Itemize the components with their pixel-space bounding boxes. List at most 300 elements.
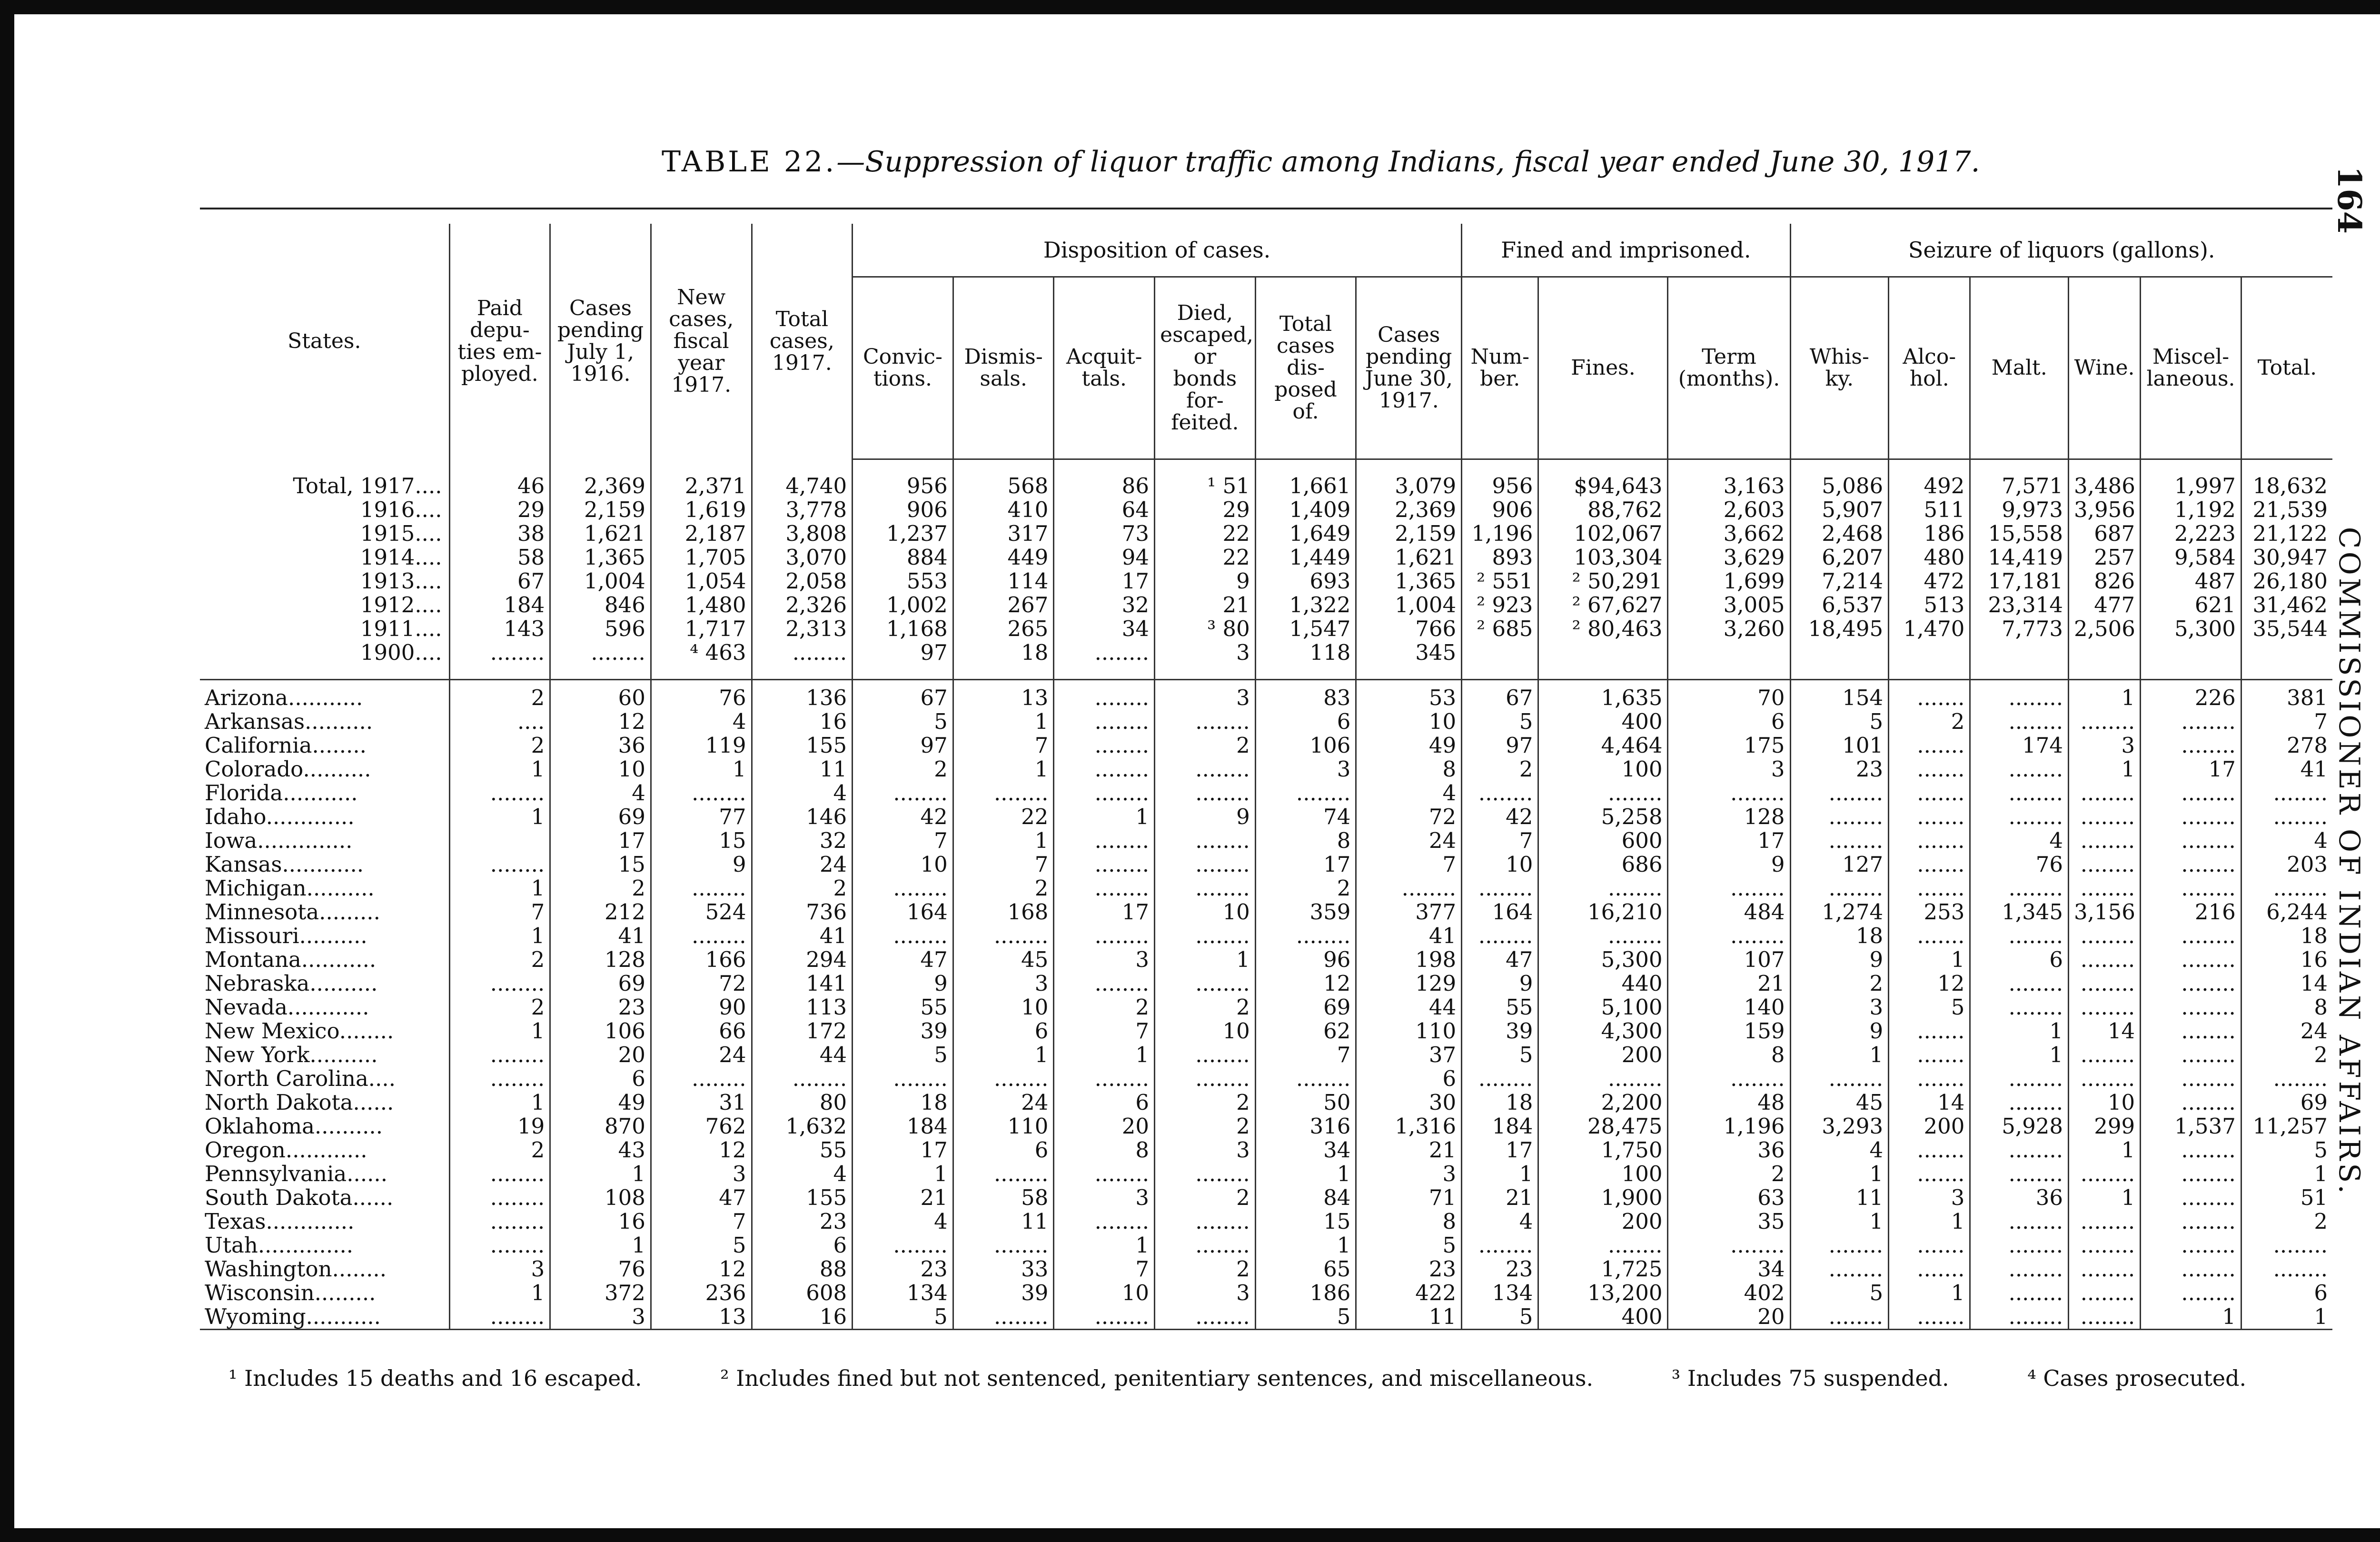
table-cell: ........: [853, 781, 953, 805]
table-cell: ........: [2069, 1305, 2141, 1330]
table-cell: 49: [1356, 734, 1462, 757]
table-cell: 3,486: [2069, 474, 2141, 498]
table-cell: 216: [2141, 900, 2241, 924]
table-cell: 34: [1668, 1257, 1790, 1281]
state-row: [200, 757, 2332, 781]
table-cell: 1,237: [853, 522, 953, 546]
table-cell: ........: [1356, 876, 1462, 900]
table-cell: 16: [752, 1305, 853, 1330]
table-cell: ........: [1462, 924, 1538, 948]
table-cell: 1,449: [1255, 546, 1356, 569]
table-cell: 449: [953, 546, 1054, 569]
table-cell: 29: [1155, 498, 1256, 522]
table-cell: 2,159: [550, 498, 651, 522]
table-cell: 1,196: [1462, 522, 1538, 546]
table-cell: 11: [953, 1210, 1054, 1234]
table-cell: 1,621: [550, 522, 651, 546]
table-cell: 22: [953, 805, 1054, 829]
header-malt: Malt.: [1970, 277, 2069, 459]
table-cell: 1: [449, 876, 550, 900]
table-cell: 8: [1356, 757, 1462, 781]
state-row: [200, 924, 2332, 948]
table-cell: ........: [2069, 1281, 2141, 1305]
table-cell: 24: [2241, 1019, 2332, 1043]
table-cell: ........: [2141, 805, 2241, 829]
table-cell: 33: [953, 1257, 1054, 1281]
state-name: Utah..............: [205, 1233, 354, 1258]
header-alcohol: Alco-hol.: [1889, 277, 1970, 459]
table-cell: 2: [2241, 1210, 2332, 1234]
table-cell: 7: [1356, 853, 1462, 876]
table-cell: 1: [953, 829, 1054, 853]
table-cell: 110: [953, 1114, 1054, 1138]
table-cell: 14: [1889, 1091, 1970, 1114]
header-wine: Wine.: [2069, 277, 2141, 459]
table-cell: ........: [2241, 1234, 2332, 1257]
table-cell: 34: [1054, 617, 1155, 641]
table-cell: 1: [2069, 757, 2141, 781]
table-cell: 44: [752, 1043, 853, 1067]
table-cell: 6: [1255, 710, 1356, 734]
table-cell: .......: [1889, 924, 1970, 948]
table-cell: 1,649: [1255, 522, 1356, 546]
table-cell: 9: [1668, 853, 1790, 876]
table-cell: 687: [2069, 522, 2141, 546]
table-cell: 3,808: [752, 522, 853, 546]
table-cell: 5: [651, 1234, 752, 1257]
table-cell: 3,293: [1790, 1114, 1889, 1138]
table-cell: 128: [550, 948, 651, 972]
table-cell: 1: [550, 1234, 651, 1257]
table-cell: 4: [752, 781, 853, 805]
table-cell: .......: [1889, 1138, 1970, 1162]
table-cell: ........: [1054, 1305, 1155, 1330]
table-cell: 21: [1155, 593, 1256, 617]
table-cell: .......: [1889, 1162, 1970, 1186]
table-cell: 2,223: [2141, 522, 2241, 546]
table-cell: 1,322: [1255, 593, 1356, 617]
table-cell: 608: [752, 1281, 853, 1305]
table-cell: ........: [1155, 1162, 1256, 1186]
header-whisky: Whis-ky.: [1790, 277, 1889, 459]
table-cell: 17: [2141, 757, 2241, 781]
table-cell: .......: [1889, 853, 1970, 876]
total-row: [200, 641, 2332, 665]
table-cell: [1538, 641, 1668, 665]
table-cell: ........: [1255, 781, 1356, 805]
table-cell: 77: [651, 805, 752, 829]
table-cell: 83: [1255, 686, 1356, 710]
table-cell: ........: [1462, 1067, 1538, 1091]
table-cell: 2: [449, 1138, 550, 1162]
table-cell: ........: [1970, 710, 2069, 734]
table-cell: 155: [752, 1186, 853, 1210]
table-cell: 198: [1356, 948, 1462, 972]
table-cell: 18: [953, 641, 1054, 665]
table-cell: 2,369: [1356, 498, 1462, 522]
table-cell: 128: [1668, 805, 1790, 829]
table-cell: 3: [953, 972, 1054, 995]
table-cell: 73: [1054, 522, 1155, 546]
state-row: [200, 781, 2332, 805]
table-cell: 172: [752, 1019, 853, 1043]
table-cell: 345: [1356, 641, 1462, 665]
table-cell: ........: [1970, 995, 2069, 1019]
total-row: [200, 593, 2332, 617]
table-cell: 23: [1462, 1257, 1538, 1281]
table-cell: 24: [752, 853, 853, 876]
table-cell: 4: [1356, 781, 1462, 805]
table-cell: ........: [1155, 829, 1256, 853]
table-cell: 316: [1255, 1114, 1356, 1138]
table-cell: 4: [752, 1162, 853, 1186]
table-cell: 2,369: [550, 474, 651, 498]
table-cell: 1: [1054, 1234, 1155, 1257]
table-cell: 1: [1054, 1043, 1155, 1067]
table-cell: 3,260: [1668, 617, 1790, 641]
table-cell: ........: [1255, 924, 1356, 948]
table-cell: 5: [1255, 1305, 1356, 1330]
table-cell: 3,629: [1668, 546, 1790, 569]
table-cell: 31: [651, 1091, 752, 1114]
table-cell: ........: [1790, 1305, 1889, 1330]
table-cell: 492: [1889, 474, 1970, 498]
table-cell: 16: [550, 1210, 651, 1234]
table-cell: ........: [2141, 972, 2241, 995]
scan-border-top: [0, 0, 2380, 14]
table-cell: 17: [1054, 569, 1155, 593]
table-cell: ........: [1462, 876, 1538, 900]
table-cell: ........: [1970, 757, 2069, 781]
table-cell: ² 923: [1462, 593, 1538, 617]
table-cell: 86: [1054, 474, 1155, 498]
table-cell: 110: [1356, 1019, 1462, 1043]
table-cell: 2,371: [651, 474, 752, 498]
table-cell: 1,705: [651, 546, 752, 569]
table-cell: 3: [1155, 1281, 1256, 1305]
table-cell: [1970, 641, 2069, 665]
table-cell: 686: [1538, 853, 1668, 876]
table-cell: ........: [1970, 972, 2069, 995]
table-cell: 12: [1889, 972, 1970, 995]
table-cell: 5: [1462, 1043, 1538, 1067]
group-seizure: Seizure of liquors (gallons).: [1790, 224, 2332, 277]
table-cell: 47: [853, 948, 953, 972]
table-cell: 484: [1668, 900, 1790, 924]
state-name: Wisconsin.........: [205, 1280, 376, 1305]
footnote-4: ⁴ Cases prosecuted.: [2027, 1365, 2247, 1391]
table-cell: ........: [853, 876, 953, 900]
table-cell: 1,192: [2141, 498, 2241, 522]
table-cell: 1,054: [651, 569, 752, 593]
table-cell: 1: [2069, 686, 2141, 710]
table-cell: .......: [1889, 1043, 1970, 1067]
table-cell: 4,300: [1538, 1019, 1668, 1043]
table-cell: 184: [449, 593, 550, 617]
table-cell: ........: [752, 1067, 853, 1091]
table-cell: 41: [752, 924, 853, 948]
table-cell: 1: [449, 1091, 550, 1114]
table-cell: 3: [1155, 641, 1256, 665]
table-cell: ........: [1668, 924, 1790, 948]
table-cell: 2: [1155, 1186, 1256, 1210]
table-cell: 477: [2069, 593, 2141, 617]
table-cell: 47: [1462, 948, 1538, 972]
table-cell: 5,907: [1790, 498, 1889, 522]
table-cell: 17,181: [1970, 569, 2069, 593]
table-cell: 846: [550, 593, 651, 617]
table-cell: 6,207: [1790, 546, 1889, 569]
table-cell: 136: [752, 686, 853, 710]
table-cell: ........: [1970, 1210, 2069, 1234]
table-cell: 257: [2069, 546, 2141, 569]
table-cell: 22: [1155, 546, 1256, 569]
page-number-text: 164: [2330, 166, 2368, 234]
table-cell: 8: [1255, 829, 1356, 853]
table-cell: 3,156: [2069, 900, 2141, 924]
table-cell: ........: [449, 1067, 550, 1091]
header-died-escaped: Died, escaped, or bonds for-feited.: [1155, 277, 1256, 459]
table-cell: 97: [853, 734, 953, 757]
table-cell: 146: [752, 805, 853, 829]
table-cell: 1,345: [1970, 900, 2069, 924]
table-cell: 10: [1054, 1281, 1155, 1305]
table-cell: 402: [1668, 1281, 1790, 1305]
footnote-1: ¹ Includes 15 deaths and 16 escaped.: [228, 1365, 642, 1391]
table-cell: 18: [2241, 924, 2332, 948]
table-cell: [449, 829, 550, 853]
table-body: [200, 459, 2332, 1330]
table-cell: 67: [449, 569, 550, 593]
table-cell: 1: [449, 805, 550, 829]
table-cell: 3: [1790, 995, 1889, 1019]
table-cell: ⁴ 463: [651, 641, 752, 665]
table-cell: 84: [1255, 1186, 1356, 1210]
table-cell: 7: [1255, 1043, 1356, 1067]
table-cell: ........: [953, 1067, 1054, 1091]
table-cell: 2: [1155, 995, 1256, 1019]
table-cell: ........: [651, 781, 752, 805]
table-cell: 3: [651, 1162, 752, 1186]
table-cell: 3: [1054, 1186, 1155, 1210]
table-cell: [1889, 641, 1970, 665]
table-cell: 3: [1054, 948, 1155, 972]
state-row: [200, 995, 2332, 1019]
table-cell: ........: [1970, 1257, 2069, 1281]
table-cell: 9: [651, 853, 752, 876]
table-cell: 1,470: [1889, 617, 1970, 641]
table-cell: 119: [651, 734, 752, 757]
table-cell: ........: [1790, 1067, 1889, 1091]
table-cell: 9: [1155, 569, 1256, 593]
table-cell: 16: [752, 710, 853, 734]
table-cell: ........: [1255, 1067, 1356, 1091]
table-cell: 38: [449, 522, 550, 546]
state-row: [200, 900, 2332, 924]
table-cell: ² 80,463: [1538, 617, 1668, 641]
table-cell: 568: [953, 474, 1054, 498]
table-cell: 5: [1462, 1305, 1538, 1330]
table-cell: 10: [1462, 853, 1538, 876]
table-cell: ........: [1054, 1210, 1155, 1234]
table-cell: 1,004: [1356, 593, 1462, 617]
table-cell: 41: [550, 924, 651, 948]
table-cell: 1,547: [1255, 617, 1356, 641]
table-cell: 736: [752, 900, 853, 924]
table-cell: 200: [1889, 1114, 1970, 1138]
table-cell: 63: [1668, 1186, 1790, 1210]
table-cell: 21: [1356, 1138, 1462, 1162]
table-cell: 15: [550, 853, 651, 876]
table-cell: ........: [2069, 710, 2141, 734]
table-cell: ........: [953, 1234, 1054, 1257]
table-cell: ........: [1462, 1234, 1538, 1257]
table-cell: .......: [1889, 1067, 1970, 1091]
table-cell: 2: [853, 757, 953, 781]
header-total-disposed: Total cases dis-posed of.: [1255, 277, 1356, 459]
table-cell: 6: [1356, 1067, 1462, 1091]
table-cell: 18: [1462, 1091, 1538, 1114]
state-row: [200, 1305, 2332, 1330]
table-cell: 372: [550, 1281, 651, 1305]
table-cell: ........: [1054, 1162, 1155, 1186]
table-cell: 88: [752, 1257, 853, 1281]
table-cell: 400: [1538, 1305, 1668, 1330]
table-cell: ........: [1155, 1067, 1256, 1091]
table-cell: 44: [1356, 995, 1462, 1019]
table-cell: ........: [1538, 1067, 1668, 1091]
table-cell: 472: [1889, 569, 1970, 593]
table-cell: ........: [1155, 710, 1256, 734]
state-row: [200, 1162, 2332, 1186]
table-cell: ........: [1790, 805, 1889, 829]
table-cell: 1,480: [651, 593, 752, 617]
table-cell: 621: [2141, 593, 2241, 617]
table-cell: 3,079: [1356, 474, 1462, 498]
table-cell: ........: [449, 1210, 550, 1234]
table-cell: 4: [2241, 829, 2332, 853]
table-cell: ........: [2141, 1186, 2241, 1210]
table-cell: ........: [449, 972, 550, 995]
table-cell: 893: [1462, 546, 1538, 569]
table-cell: 23: [1356, 1257, 1462, 1281]
table-cell: 15: [651, 829, 752, 853]
table-cell: 74: [1255, 805, 1356, 829]
table-cell: 299: [2069, 1114, 2141, 1138]
table-cell: 1: [651, 757, 752, 781]
table-cell: 553: [853, 569, 953, 593]
table-cell: ² 50,291: [1538, 569, 1668, 593]
table-cell: 3: [1668, 757, 1790, 781]
table-cell: 7: [953, 734, 1054, 757]
table-cell: 2: [1155, 734, 1256, 757]
table-cell: 1: [2069, 1138, 2141, 1162]
table-cell: 5: [2241, 1138, 2332, 1162]
table-cell: ........: [1970, 1305, 2069, 1330]
table-cell: 6,244: [2241, 900, 2332, 924]
table-cell: ........: [449, 1043, 550, 1067]
table-cell: .......: [1889, 805, 1970, 829]
liquor-suppression-table: [200, 224, 2332, 1330]
table-cell: ........: [2141, 781, 2241, 805]
scan-border-left: [0, 0, 14, 1542]
table-cell: ........: [953, 1305, 1054, 1330]
table-cell: 2: [449, 686, 550, 710]
table-cell: 956: [853, 474, 953, 498]
table-cell: 18,495: [1790, 617, 1889, 641]
table-cell: 5: [1462, 710, 1538, 734]
year-label: 1913....: [360, 568, 442, 594]
table-cell: ........: [2069, 924, 2141, 948]
table-cell: ........: [1668, 1067, 1790, 1091]
table-cell: 12: [651, 1138, 752, 1162]
table-cell: ³ 80: [1155, 617, 1256, 641]
table-cell: 18,632: [2241, 474, 2332, 498]
table-cell: 69: [550, 805, 651, 829]
table-cell: 4: [550, 781, 651, 805]
table-cell: ....: [449, 710, 550, 734]
table-cell: 253: [1889, 900, 1970, 924]
table-cell: 1,196: [1668, 1114, 1790, 1138]
table-cell: 20: [550, 1043, 651, 1067]
footnote-3: ³ Includes 75 suspended.: [1671, 1365, 1949, 1391]
table-cell: ........: [1155, 1043, 1256, 1067]
table-cell: 11: [1790, 1186, 1889, 1210]
table-cell: 5: [1356, 1234, 1462, 1257]
table-cell: ........: [1970, 781, 2069, 805]
table-cell: 8: [2241, 995, 2332, 1019]
table-cell: 1: [1790, 1210, 1889, 1234]
table-cell: 422: [1356, 1281, 1462, 1305]
state-row: [200, 1019, 2332, 1043]
table-cell: ........: [1155, 876, 1256, 900]
table-cell: 7: [1462, 829, 1538, 853]
table-cell: ........: [2141, 853, 2241, 876]
table-cell: 2,313: [752, 617, 853, 641]
table-cell: .......: [1889, 757, 1970, 781]
state-name: Montana...........: [205, 947, 377, 972]
table-cell: 5: [1889, 995, 1970, 1019]
table-cell: 2,506: [2069, 617, 2141, 641]
table-cell: 43: [550, 1138, 651, 1162]
table-cell: 1,661: [1255, 474, 1356, 498]
table-cell: .......: [1889, 876, 1970, 900]
table-cell: 3: [550, 1305, 651, 1330]
table-cell: 1,409: [1255, 498, 1356, 522]
table-cell: ........: [2069, 1257, 2141, 1281]
state-row: [200, 734, 2332, 757]
table-cell: 1,365: [550, 546, 651, 569]
table-cell: 2: [1155, 1114, 1256, 1138]
table-cell: 1: [953, 710, 1054, 734]
table-cell: ........: [1054, 781, 1155, 805]
total-row: [200, 474, 2332, 498]
table-cell: ........: [953, 781, 1054, 805]
state-name: Washington........: [205, 1256, 387, 1282]
table-cell: 3,662: [1668, 522, 1790, 546]
table-cell: [2069, 641, 2141, 665]
state-row: [200, 1210, 2332, 1234]
table-cell: 106: [550, 1019, 651, 1043]
table-cell: 267: [953, 593, 1054, 617]
state-row: [200, 829, 2332, 853]
state-name: Oregon............: [205, 1137, 367, 1163]
total-row: [200, 522, 2332, 546]
table-cell: 766: [1356, 617, 1462, 641]
table-cell: 1,537: [2141, 1114, 2241, 1138]
table-cell: 226: [2141, 686, 2241, 710]
table-cell: ........: [1668, 781, 1790, 805]
